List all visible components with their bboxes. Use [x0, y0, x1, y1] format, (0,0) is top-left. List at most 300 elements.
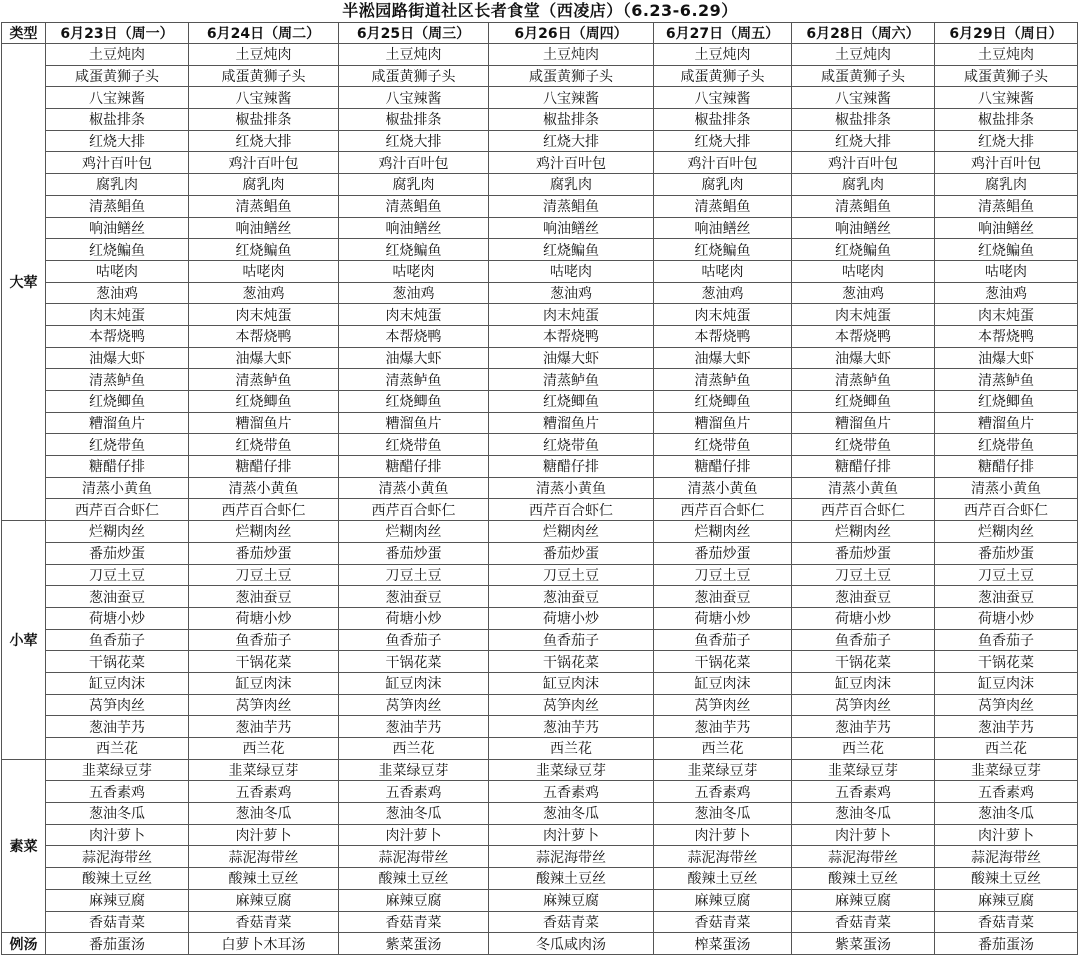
dish-cell: 红烧鳊鱼	[189, 239, 339, 261]
dish-cell: 干锅花菜	[792, 651, 935, 673]
dish-cell: 肉末炖蛋	[46, 304, 189, 326]
dish-cell: 肉末炖蛋	[489, 304, 654, 326]
dish-cell: 莴笋肉丝	[189, 694, 339, 716]
table-row	[2, 542, 1078, 564]
dish-cell: 酸辣土豆丝	[792, 868, 935, 890]
dish-cell: 葱油芋艿	[339, 716, 489, 738]
dish-cell: 葱油鸡	[654, 282, 792, 304]
dish-cell: 荷塘小炒	[654, 607, 792, 629]
dish-cell: 红烧鲫鱼	[792, 391, 935, 413]
table-row	[2, 607, 1078, 629]
table-row	[2, 824, 1078, 846]
dish-cell: 红烧带鱼	[489, 434, 654, 456]
dish-cell: 烂糊肉丝	[489, 521, 654, 543]
dish-cell: 莴笋肉丝	[339, 694, 489, 716]
dish-cell: 缸豆肉沫	[792, 672, 935, 694]
dish-cell: 红烧大排	[792, 130, 935, 152]
dish-cell: 葱油蚕豆	[189, 586, 339, 608]
dish-cell: 咸蛋黄狮子头	[654, 65, 792, 87]
dish-cell: 红烧大排	[46, 130, 189, 152]
dish-cell: 肉末炖蛋	[339, 304, 489, 326]
table-row	[2, 672, 1078, 694]
dish-cell: 清蒸鲳鱼	[792, 195, 935, 217]
dish-cell: 葱油芋艿	[654, 716, 792, 738]
dish-cell: 葱油冬瓜	[189, 803, 339, 825]
dish-cell: 莴笋肉丝	[46, 694, 189, 716]
dish-cell: 咕咾肉	[792, 260, 935, 282]
dish-cell: 油爆大虾	[46, 347, 189, 369]
dish-cell: 缸豆肉沫	[654, 672, 792, 694]
dish-cell: 腐乳肉	[792, 174, 935, 196]
dish-cell: 糖醋仔排	[935, 456, 1078, 478]
soup-cell: 番茄蛋汤	[46, 933, 189, 955]
dish-cell: 葱油蚕豆	[46, 586, 189, 608]
dish-cell: 西兰花	[935, 738, 1078, 760]
dish-cell: 葱油鸡	[46, 282, 189, 304]
dish-cell: 油爆大虾	[489, 347, 654, 369]
dish-cell: 荷塘小炒	[792, 607, 935, 629]
dish-cell: 鱼香茄子	[489, 629, 654, 651]
dish-cell: 红烧带鱼	[339, 434, 489, 456]
dish-cell: 西兰花	[489, 738, 654, 760]
dish-cell: 清蒸小黄鱼	[46, 477, 189, 499]
table-row	[2, 217, 1078, 239]
dish-cell: 糖醋仔排	[654, 456, 792, 478]
table-row	[2, 803, 1078, 825]
dish-cell: 红烧鲫鱼	[339, 391, 489, 413]
dish-cell: 清蒸鲳鱼	[46, 195, 189, 217]
dish-cell: 韭菜绿豆芽	[792, 759, 935, 781]
dish-cell: 莴笋肉丝	[792, 694, 935, 716]
dish-cell: 葱油芋艿	[792, 716, 935, 738]
category-label: 素菜	[2, 759, 46, 933]
dish-cell: 番茄炒蛋	[489, 542, 654, 564]
dish-cell: 缸豆肉沫	[189, 672, 339, 694]
dish-cell: 肉汁萝卜	[489, 824, 654, 846]
dish-cell: 鸡汁百叶包	[792, 152, 935, 174]
dish-cell: 红烧鲫鱼	[46, 391, 189, 413]
dish-cell: 肉末炖蛋	[189, 304, 339, 326]
dish-cell: 糖醋仔排	[339, 456, 489, 478]
dish-cell: 清蒸鲳鱼	[339, 195, 489, 217]
dish-cell: 韭菜绿豆芽	[46, 759, 189, 781]
dish-cell: 咸蛋黄狮子头	[489, 65, 654, 87]
dish-cell: 响油鳝丝	[46, 217, 189, 239]
dish-cell: 咕咾肉	[46, 260, 189, 282]
dish-cell: 红烧带鱼	[792, 434, 935, 456]
dish-cell: 蒜泥海带丝	[935, 846, 1078, 868]
dish-cell: 荷塘小炒	[935, 607, 1078, 629]
dish-cell: 油爆大虾	[654, 347, 792, 369]
dish-cell: 烂糊肉丝	[339, 521, 489, 543]
soup-cell: 紫菜蛋汤	[792, 933, 935, 955]
day-header: 6月27日（周五）	[654, 23, 792, 44]
table-row	[2, 499, 1078, 521]
dish-cell: 肉末炖蛋	[792, 304, 935, 326]
dish-cell: 咸蛋黄狮子头	[339, 65, 489, 87]
dish-cell: 清蒸小黄鱼	[189, 477, 339, 499]
dish-cell: 八宝辣酱	[339, 87, 489, 109]
dish-cell: 韭菜绿豆芽	[935, 759, 1078, 781]
dish-cell: 清蒸鲳鱼	[935, 195, 1078, 217]
dish-cell: 清蒸小黄鱼	[654, 477, 792, 499]
soup-cell: 紫菜蛋汤	[339, 933, 489, 955]
table-row	[2, 260, 1078, 282]
dish-cell: 咕咾肉	[189, 260, 339, 282]
dish-cell: 红烧大排	[189, 130, 339, 152]
dish-cell: 荷塘小炒	[189, 607, 339, 629]
dish-cell: 鱼香茄子	[935, 629, 1078, 651]
dish-cell: 番茄炒蛋	[792, 542, 935, 564]
dish-cell: 鸡汁百叶包	[935, 152, 1078, 174]
dish-cell: 土豆炖肉	[935, 44, 1078, 66]
dish-cell: 刀豆土豆	[339, 564, 489, 586]
dish-cell: 五香素鸡	[654, 781, 792, 803]
dish-cell: 腐乳肉	[489, 174, 654, 196]
table-row	[2, 87, 1078, 109]
table-row	[2, 65, 1078, 87]
soup-cell: 白萝卜木耳汤	[189, 933, 339, 955]
dish-cell: 韭菜绿豆芽	[189, 759, 339, 781]
dish-cell: 蒜泥海带丝	[792, 846, 935, 868]
dish-cell: 西兰花	[339, 738, 489, 760]
dish-cell: 鸡汁百叶包	[654, 152, 792, 174]
dish-cell: 椒盐排条	[792, 109, 935, 131]
dish-cell: 烂糊肉丝	[46, 521, 189, 543]
dish-cell: 蒜泥海带丝	[654, 846, 792, 868]
dish-cell: 糖醋仔排	[46, 456, 189, 478]
dish-cell: 葱油芋艿	[189, 716, 339, 738]
dish-cell: 西芹百合虾仁	[489, 499, 654, 521]
soup-cell: 冬瓜咸肉汤	[489, 933, 654, 955]
dish-cell: 荷塘小炒	[339, 607, 489, 629]
dish-cell: 韭菜绿豆芽	[489, 759, 654, 781]
dish-cell: 肉汁萝卜	[46, 824, 189, 846]
dish-cell: 西兰花	[654, 738, 792, 760]
table-row	[2, 477, 1078, 499]
dish-cell: 麻辣豆腐	[46, 889, 189, 911]
dish-cell: 莴笋肉丝	[489, 694, 654, 716]
dish-cell: 八宝辣酱	[489, 87, 654, 109]
dish-cell: 西芹百合虾仁	[189, 499, 339, 521]
dish-cell: 土豆炖肉	[792, 44, 935, 66]
dish-cell: 土豆炖肉	[654, 44, 792, 66]
dish-cell: 干锅花菜	[935, 651, 1078, 673]
dish-cell: 西兰花	[46, 738, 189, 760]
dish-cell: 香菇青菜	[339, 911, 489, 933]
dish-cell: 清蒸鲈鱼	[339, 369, 489, 391]
dish-cell: 香菇青菜	[654, 911, 792, 933]
dish-cell: 刀豆土豆	[46, 564, 189, 586]
table-row	[2, 412, 1078, 434]
dish-cell: 五香素鸡	[935, 781, 1078, 803]
dish-cell: 清蒸小黄鱼	[935, 477, 1078, 499]
dish-cell: 红烧鲫鱼	[189, 391, 339, 413]
day-header: 6月23日（周一）	[46, 23, 189, 44]
dish-cell: 麻辣豆腐	[339, 889, 489, 911]
category-label: 小荤	[2, 521, 46, 760]
table-row	[2, 868, 1078, 890]
table-row	[2, 282, 1078, 304]
dish-cell: 糟溜鱼片	[46, 412, 189, 434]
dish-cell: 清蒸鲳鱼	[489, 195, 654, 217]
dish-cell: 清蒸鲈鱼	[46, 369, 189, 391]
dish-cell: 椒盐排条	[935, 109, 1078, 131]
dish-cell: 番茄炒蛋	[935, 542, 1078, 564]
dish-cell: 西兰花	[792, 738, 935, 760]
dish-cell: 鸡汁百叶包	[489, 152, 654, 174]
dish-cell: 鱼香茄子	[792, 629, 935, 651]
dish-cell: 本帮烧鸭	[489, 325, 654, 347]
dish-cell: 本帮烧鸭	[339, 325, 489, 347]
table-row	[2, 694, 1078, 716]
dish-cell: 葱油冬瓜	[46, 803, 189, 825]
dish-cell: 干锅花菜	[189, 651, 339, 673]
dish-cell: 红烧鳊鱼	[792, 239, 935, 261]
dish-cell: 清蒸鲳鱼	[654, 195, 792, 217]
dish-cell: 刀豆土豆	[189, 564, 339, 586]
table-row	[2, 152, 1078, 174]
dish-cell: 响油鳝丝	[489, 217, 654, 239]
dish-cell: 葱油鸡	[935, 282, 1078, 304]
dish-cell: 缸豆肉沫	[339, 672, 489, 694]
dish-cell: 本帮烧鸭	[46, 325, 189, 347]
dish-cell: 八宝辣酱	[935, 87, 1078, 109]
dish-cell: 刀豆土豆	[792, 564, 935, 586]
dish-cell: 酸辣土豆丝	[654, 868, 792, 890]
dish-cell: 腐乳肉	[339, 174, 489, 196]
dish-cell: 油爆大虾	[792, 347, 935, 369]
dish-cell: 油爆大虾	[189, 347, 339, 369]
dish-cell: 八宝辣酱	[189, 87, 339, 109]
dish-cell: 红烧大排	[489, 130, 654, 152]
dish-cell: 葱油冬瓜	[339, 803, 489, 825]
dish-cell: 西芹百合虾仁	[46, 499, 189, 521]
dish-cell: 肉汁萝卜	[935, 824, 1078, 846]
dish-cell: 八宝辣酱	[46, 87, 189, 109]
table-row	[2, 586, 1078, 608]
dish-cell: 刀豆土豆	[935, 564, 1078, 586]
dish-cell: 烂糊肉丝	[792, 521, 935, 543]
dish-cell: 葱油鸡	[189, 282, 339, 304]
dish-cell: 酸辣土豆丝	[339, 868, 489, 890]
dish-cell: 缸豆肉沫	[489, 672, 654, 694]
dish-cell: 八宝辣酱	[654, 87, 792, 109]
category-label: 大荤	[2, 44, 46, 521]
dish-cell: 肉汁萝卜	[189, 824, 339, 846]
dish-cell: 糖醋仔排	[792, 456, 935, 478]
dish-cell: 咕咾肉	[339, 260, 489, 282]
table-row	[2, 195, 1078, 217]
dish-cell: 葱油鸡	[792, 282, 935, 304]
dish-cell: 莴笋肉丝	[935, 694, 1078, 716]
dish-cell: 酸辣土豆丝	[189, 868, 339, 890]
dish-cell: 干锅花菜	[489, 651, 654, 673]
table-row	[2, 564, 1078, 586]
dish-cell: 番茄炒蛋	[654, 542, 792, 564]
table-row	[2, 391, 1078, 413]
dish-cell: 葱油蚕豆	[654, 586, 792, 608]
dish-cell: 蒜泥海带丝	[339, 846, 489, 868]
dish-cell: 土豆炖肉	[189, 44, 339, 66]
dish-cell: 葱油鸡	[489, 282, 654, 304]
dish-cell: 西芹百合虾仁	[792, 499, 935, 521]
dish-cell: 番茄炒蛋	[339, 542, 489, 564]
dish-cell: 腐乳肉	[935, 174, 1078, 196]
dish-cell: 西芹百合虾仁	[935, 499, 1078, 521]
dish-cell: 响油鳝丝	[654, 217, 792, 239]
dish-cell: 莴笋肉丝	[654, 694, 792, 716]
dish-cell: 糟溜鱼片	[654, 412, 792, 434]
dish-cell: 清蒸小黄鱼	[339, 477, 489, 499]
dish-cell: 椒盐排条	[654, 109, 792, 131]
dish-cell: 蒜泥海带丝	[46, 846, 189, 868]
dish-cell: 葱油冬瓜	[654, 803, 792, 825]
dish-cell: 葱油芋艿	[489, 716, 654, 738]
weekly-menu-table	[1, 22, 1078, 955]
table-row	[2, 369, 1078, 391]
dish-cell: 麻辣豆腐	[189, 889, 339, 911]
dish-cell: 麻辣豆腐	[654, 889, 792, 911]
dish-cell: 番茄炒蛋	[46, 542, 189, 564]
day-header: 6月29日（周日）	[935, 23, 1078, 44]
table-row	[2, 130, 1078, 152]
table-row	[2, 304, 1078, 326]
dish-cell: 糟溜鱼片	[935, 412, 1078, 434]
dish-cell: 荷塘小炒	[46, 607, 189, 629]
day-header: 6月26日（周四）	[489, 23, 654, 44]
dish-cell: 红烧带鱼	[189, 434, 339, 456]
table-row	[2, 456, 1078, 478]
category-label: 例汤	[2, 933, 46, 955]
dish-cell: 红烧鲫鱼	[654, 391, 792, 413]
dish-cell: 番茄炒蛋	[189, 542, 339, 564]
dish-cell: 蒜泥海带丝	[489, 846, 654, 868]
day-header: 6月25日（周三）	[339, 23, 489, 44]
dish-cell: 咸蛋黄狮子头	[792, 65, 935, 87]
dish-cell: 鱼香茄子	[46, 629, 189, 651]
table-row	[2, 738, 1078, 760]
dish-cell: 鸡汁百叶包	[189, 152, 339, 174]
dish-cell: 麻辣豆腐	[935, 889, 1078, 911]
dish-cell: 红烧鳊鱼	[339, 239, 489, 261]
dish-cell: 响油鳝丝	[189, 217, 339, 239]
dish-cell: 肉汁萝卜	[792, 824, 935, 846]
dish-cell: 西兰花	[189, 738, 339, 760]
dish-cell: 五香素鸡	[189, 781, 339, 803]
dish-cell: 香菇青菜	[46, 911, 189, 933]
dish-cell: 干锅花菜	[46, 651, 189, 673]
dish-cell: 刀豆土豆	[654, 564, 792, 586]
dish-cell: 响油鳝丝	[935, 217, 1078, 239]
dish-cell: 红烧大排	[654, 130, 792, 152]
dish-cell: 本帮烧鸭	[935, 325, 1078, 347]
dish-cell: 咸蛋黄狮子头	[189, 65, 339, 87]
dish-cell: 香菇青菜	[489, 911, 654, 933]
table-row	[2, 521, 1078, 543]
dish-cell: 清蒸小黄鱼	[792, 477, 935, 499]
dish-cell: 蒜泥海带丝	[189, 846, 339, 868]
dish-cell: 糟溜鱼片	[339, 412, 489, 434]
dish-cell: 葱油冬瓜	[935, 803, 1078, 825]
dish-cell: 葱油冬瓜	[792, 803, 935, 825]
dish-cell: 清蒸鲈鱼	[654, 369, 792, 391]
dish-cell: 红烧鳊鱼	[489, 239, 654, 261]
dish-cell: 本帮烧鸭	[654, 325, 792, 347]
dish-cell: 肉汁萝卜	[339, 824, 489, 846]
dish-cell: 酸辣土豆丝	[46, 868, 189, 890]
dish-cell: 香菇青菜	[189, 911, 339, 933]
dish-cell: 葱油蚕豆	[489, 586, 654, 608]
dish-cell: 土豆炖肉	[339, 44, 489, 66]
dish-cell: 鱼香茄子	[339, 629, 489, 651]
dish-cell: 缸豆肉沫	[46, 672, 189, 694]
table-row	[2, 781, 1078, 803]
table-row	[2, 434, 1078, 456]
dish-cell: 烂糊肉丝	[654, 521, 792, 543]
dish-cell: 椒盐排条	[189, 109, 339, 131]
dish-cell: 葱油鸡	[339, 282, 489, 304]
dish-cell: 葱油蚕豆	[339, 586, 489, 608]
dish-cell: 香菇青菜	[935, 911, 1078, 933]
dish-cell: 韭菜绿豆芽	[339, 759, 489, 781]
dish-cell: 椒盐排条	[339, 109, 489, 131]
soup-cell: 榨菜蛋汤	[654, 933, 792, 955]
dish-cell: 鱼香茄子	[654, 629, 792, 651]
dish-cell: 糟溜鱼片	[792, 412, 935, 434]
dish-cell: 五香素鸡	[792, 781, 935, 803]
dish-cell: 西芹百合虾仁	[339, 499, 489, 521]
dish-cell: 麻辣豆腐	[489, 889, 654, 911]
dish-cell: 清蒸鲳鱼	[189, 195, 339, 217]
dish-cell: 荷塘小炒	[489, 607, 654, 629]
dish-cell: 红烧鳊鱼	[935, 239, 1078, 261]
table-row	[2, 347, 1078, 369]
dish-cell: 五香素鸡	[339, 781, 489, 803]
day-header: 6月28日（周六）	[792, 23, 935, 44]
dish-cell: 酸辣土豆丝	[489, 868, 654, 890]
table-row	[2, 109, 1078, 131]
dish-cell: 烂糊肉丝	[935, 521, 1078, 543]
table-row	[2, 629, 1078, 651]
soup-row	[2, 933, 1078, 955]
dish-cell: 咕咾肉	[489, 260, 654, 282]
page-title: 半淞园路街道社区长者食堂（西凌店）（6.23-6.29）	[342, 1, 738, 20]
table-row	[2, 759, 1078, 781]
dish-cell: 肉汁萝卜	[654, 824, 792, 846]
dish-cell: 油爆大虾	[935, 347, 1078, 369]
dish-cell: 葱油芋艿	[935, 716, 1078, 738]
dish-cell: 咕咾肉	[654, 260, 792, 282]
dish-cell: 酸辣土豆丝	[935, 868, 1078, 890]
dish-cell: 清蒸小黄鱼	[489, 477, 654, 499]
table-row	[2, 716, 1078, 738]
dish-cell: 五香素鸡	[46, 781, 189, 803]
dish-cell: 响油鳝丝	[792, 217, 935, 239]
dish-cell: 肉末炖蛋	[654, 304, 792, 326]
table-row	[2, 911, 1078, 933]
table-row	[2, 174, 1078, 196]
dish-cell: 鸡汁百叶包	[46, 152, 189, 174]
dish-cell: 鸡汁百叶包	[339, 152, 489, 174]
table-row	[2, 239, 1078, 261]
dish-cell: 红烧带鱼	[654, 434, 792, 456]
dish-cell: 鱼香茄子	[189, 629, 339, 651]
dish-cell: 糖醋仔排	[489, 456, 654, 478]
dish-cell: 红烧带鱼	[935, 434, 1078, 456]
dish-cell: 干锅花菜	[654, 651, 792, 673]
table-row	[2, 44, 1078, 66]
